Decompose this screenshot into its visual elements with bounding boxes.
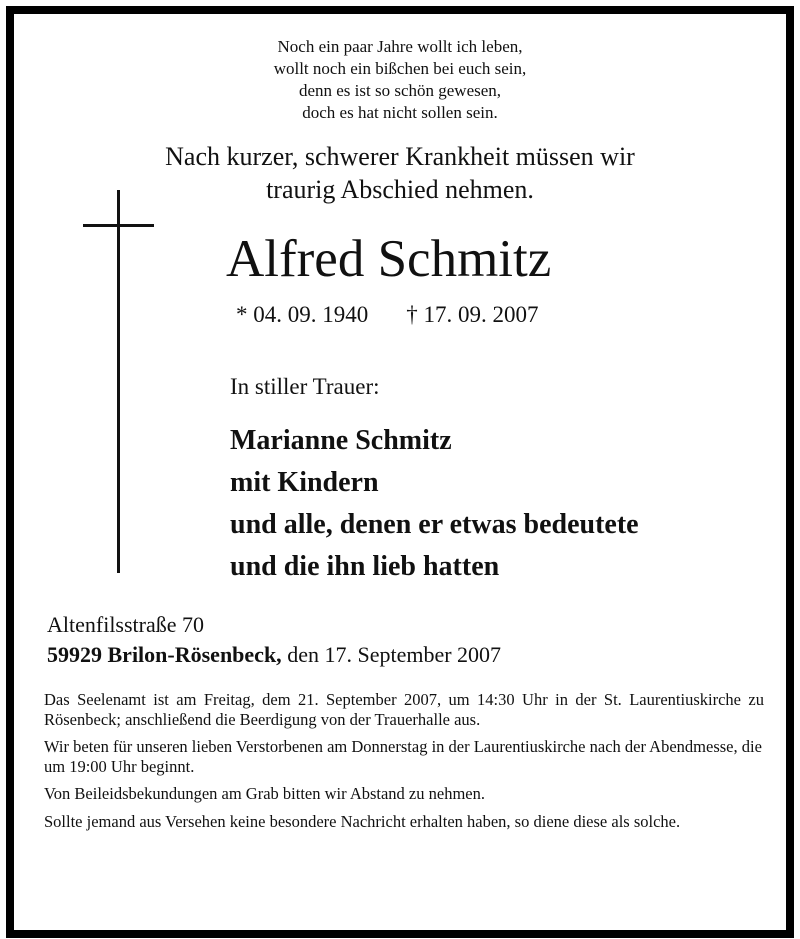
notice-date: den 17. September 2007 [281, 642, 502, 667]
cross-vertical-bar [117, 190, 120, 573]
intro-line: Nach kurzer, schwerer Krankheit müssen wir [165, 142, 635, 171]
cross-horizontal-bar [83, 224, 154, 227]
birth-date: * 04. 09. 1940 [236, 302, 369, 327]
mourners-list [230, 420, 639, 588]
poem-line: doch es hat nicht sollen sein. [302, 103, 498, 122]
mourner-line: mit Kindern [230, 467, 379, 498]
intro-line: traurig Abschied nehmen. [266, 175, 534, 204]
service-info [44, 690, 764, 839]
life-dates [236, 300, 539, 330]
intro-text [14, 140, 786, 206]
info-paragraph: Sollte jemand aus Versehen keine besondere Nachricht erhalten haben, so diene diese als solche. [44, 811, 681, 831]
street-address: Altenfilsstraße 70 [47, 612, 205, 637]
city-date-line [47, 640, 501, 670]
info-paragraph: Von Beileidsbekundungen am Grab bitten wir Abstand zu nehmen. [44, 784, 485, 803]
mourner-line: und die ihn lieb hatten [230, 551, 500, 582]
info-paragraph: Das Seelenamt ist am Freitag, dem 21. September 2007, um 14:30 Uhr in der St. Laurentiuskirche zu Rösenbeck; anschließend die Beerdigung von der Trauerhalle aus. [44, 690, 764, 729]
mourner-line: Marianne Schmitz [230, 425, 452, 456]
deceased-name: Alfred Schmitz [226, 230, 552, 288]
poem-line: wollt noch ein bißchen bei euch sein, [273, 59, 527, 78]
mourners-label: In stiller Trauer: [230, 374, 380, 399]
city: 59929 Brilon-Rösenbeck, [47, 642, 282, 667]
address-block [47, 610, 501, 670]
obituary-notice [6, 6, 794, 938]
poem-line: Noch ein paar Jahre wollt ich leben, [277, 37, 523, 56]
death-date: † 17. 09. 2007 [406, 302, 539, 327]
poem [14, 36, 786, 124]
poem-line: denn es ist so schön gewesen, [298, 81, 502, 100]
info-paragraph: Wir beten für unseren lieben Verstorbenen am Donnerstag in der Laurentiuskirche nach der Abendmesse, die um 19:00 Uhr beginnt. [44, 737, 762, 776]
mourner-line: und alle, denen er etwas bedeutete [230, 509, 639, 540]
